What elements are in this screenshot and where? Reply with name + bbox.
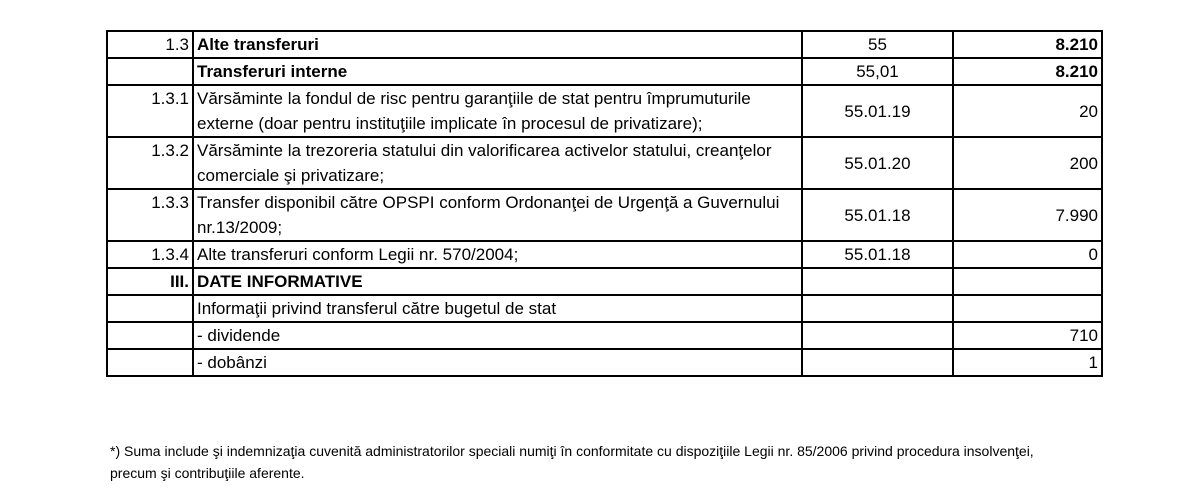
- row-code-cell: 55: [802, 31, 953, 58]
- section-number-cell: III.: [107, 268, 193, 295]
- row-value-cell: [953, 268, 1102, 295]
- footnote: *) Suma include şi indemnizaţia cuvenită administratorilor speciali numiţi în conformitate cu dispoziţiile Legii nr. 85/2006 privind procedura insolvenţei, precum şi contribuţiile aferente.: [110, 443, 1034, 481]
- table-row: [107, 295, 1102, 322]
- row-number-cell: 1.3.4: [107, 241, 193, 268]
- row-number-cell: [107, 295, 193, 322]
- row-number-cell: [107, 349, 193, 376]
- row-value-cell: 20: [953, 85, 1102, 137]
- row-description-cell: - dobânzi: [193, 349, 802, 376]
- row-value-cell: 200: [953, 137, 1102, 189]
- row-code-cell: [802, 349, 953, 376]
- row-code-cell: 55.01.18: [802, 189, 953, 241]
- row-value-cell: 710: [953, 322, 1102, 349]
- row-description-cell: Vărsăminte la fondul de risc pentru garanţiile de stat pentru împrumuturile externe (doar pentru instituţiile implicate în procesul de privatizare);: [193, 85, 802, 137]
- row-value-cell: 8.210: [953, 58, 1102, 85]
- row-value-cell: 8.210: [953, 31, 1102, 58]
- table-row: [107, 189, 1102, 241]
- row-number-cell: [107, 322, 193, 349]
- table-row: [107, 268, 1102, 295]
- budget-table: [106, 30, 1103, 377]
- row-number-cell: 1.3.3: [107, 189, 193, 241]
- row-value-cell: 1: [953, 349, 1102, 376]
- row-code-cell: 55.01.19: [802, 85, 953, 137]
- table-row: [107, 137, 1102, 189]
- table-row: [107, 58, 1102, 85]
- row-description-cell: Vărsăminte la trezoreria statului din valorificarea activelor statului, creanţelor comerciale şi privatizare;: [193, 137, 802, 189]
- row-description-cell: Alte transferuri: [193, 31, 802, 58]
- row-code-cell: [802, 268, 953, 295]
- table-row: [107, 349, 1102, 376]
- row-code-cell: 55.01.18: [802, 241, 953, 268]
- row-value-cell: [953, 295, 1102, 322]
- row-description-cell: Transferuri interne: [193, 58, 802, 85]
- row-value-cell: 7.990: [953, 189, 1102, 241]
- table-row: [107, 85, 1102, 137]
- row-description-cell: - dividende: [193, 322, 802, 349]
- row-code-cell: 55,01: [802, 58, 953, 85]
- row-description-cell: Transfer disponibil către OPSPI conform Ordonanţei de Urgenţă a Guvernului nr.13/2009;: [193, 189, 802, 241]
- row-code-cell: [802, 295, 953, 322]
- row-code-cell: 55.01.20: [802, 137, 953, 189]
- row-number-cell: 1.3.1: [107, 85, 193, 137]
- row-description-cell: Informaţii privind transferul către bugetul de stat: [193, 295, 802, 322]
- row-number-cell: 1.3.2: [107, 137, 193, 189]
- row-number-cell: [107, 58, 193, 85]
- section-title-cell: DATE INFORMATIVE: [193, 268, 802, 295]
- row-code-cell: [802, 322, 953, 349]
- row-value-cell: 0: [953, 241, 1102, 268]
- row-number-cell: 1.3: [107, 31, 193, 58]
- table-row: [107, 241, 1102, 268]
- table-row: [107, 322, 1102, 349]
- table-row: [107, 31, 1102, 58]
- row-description-cell: Alte transferuri conform Legii nr. 570/2004;: [193, 241, 802, 268]
